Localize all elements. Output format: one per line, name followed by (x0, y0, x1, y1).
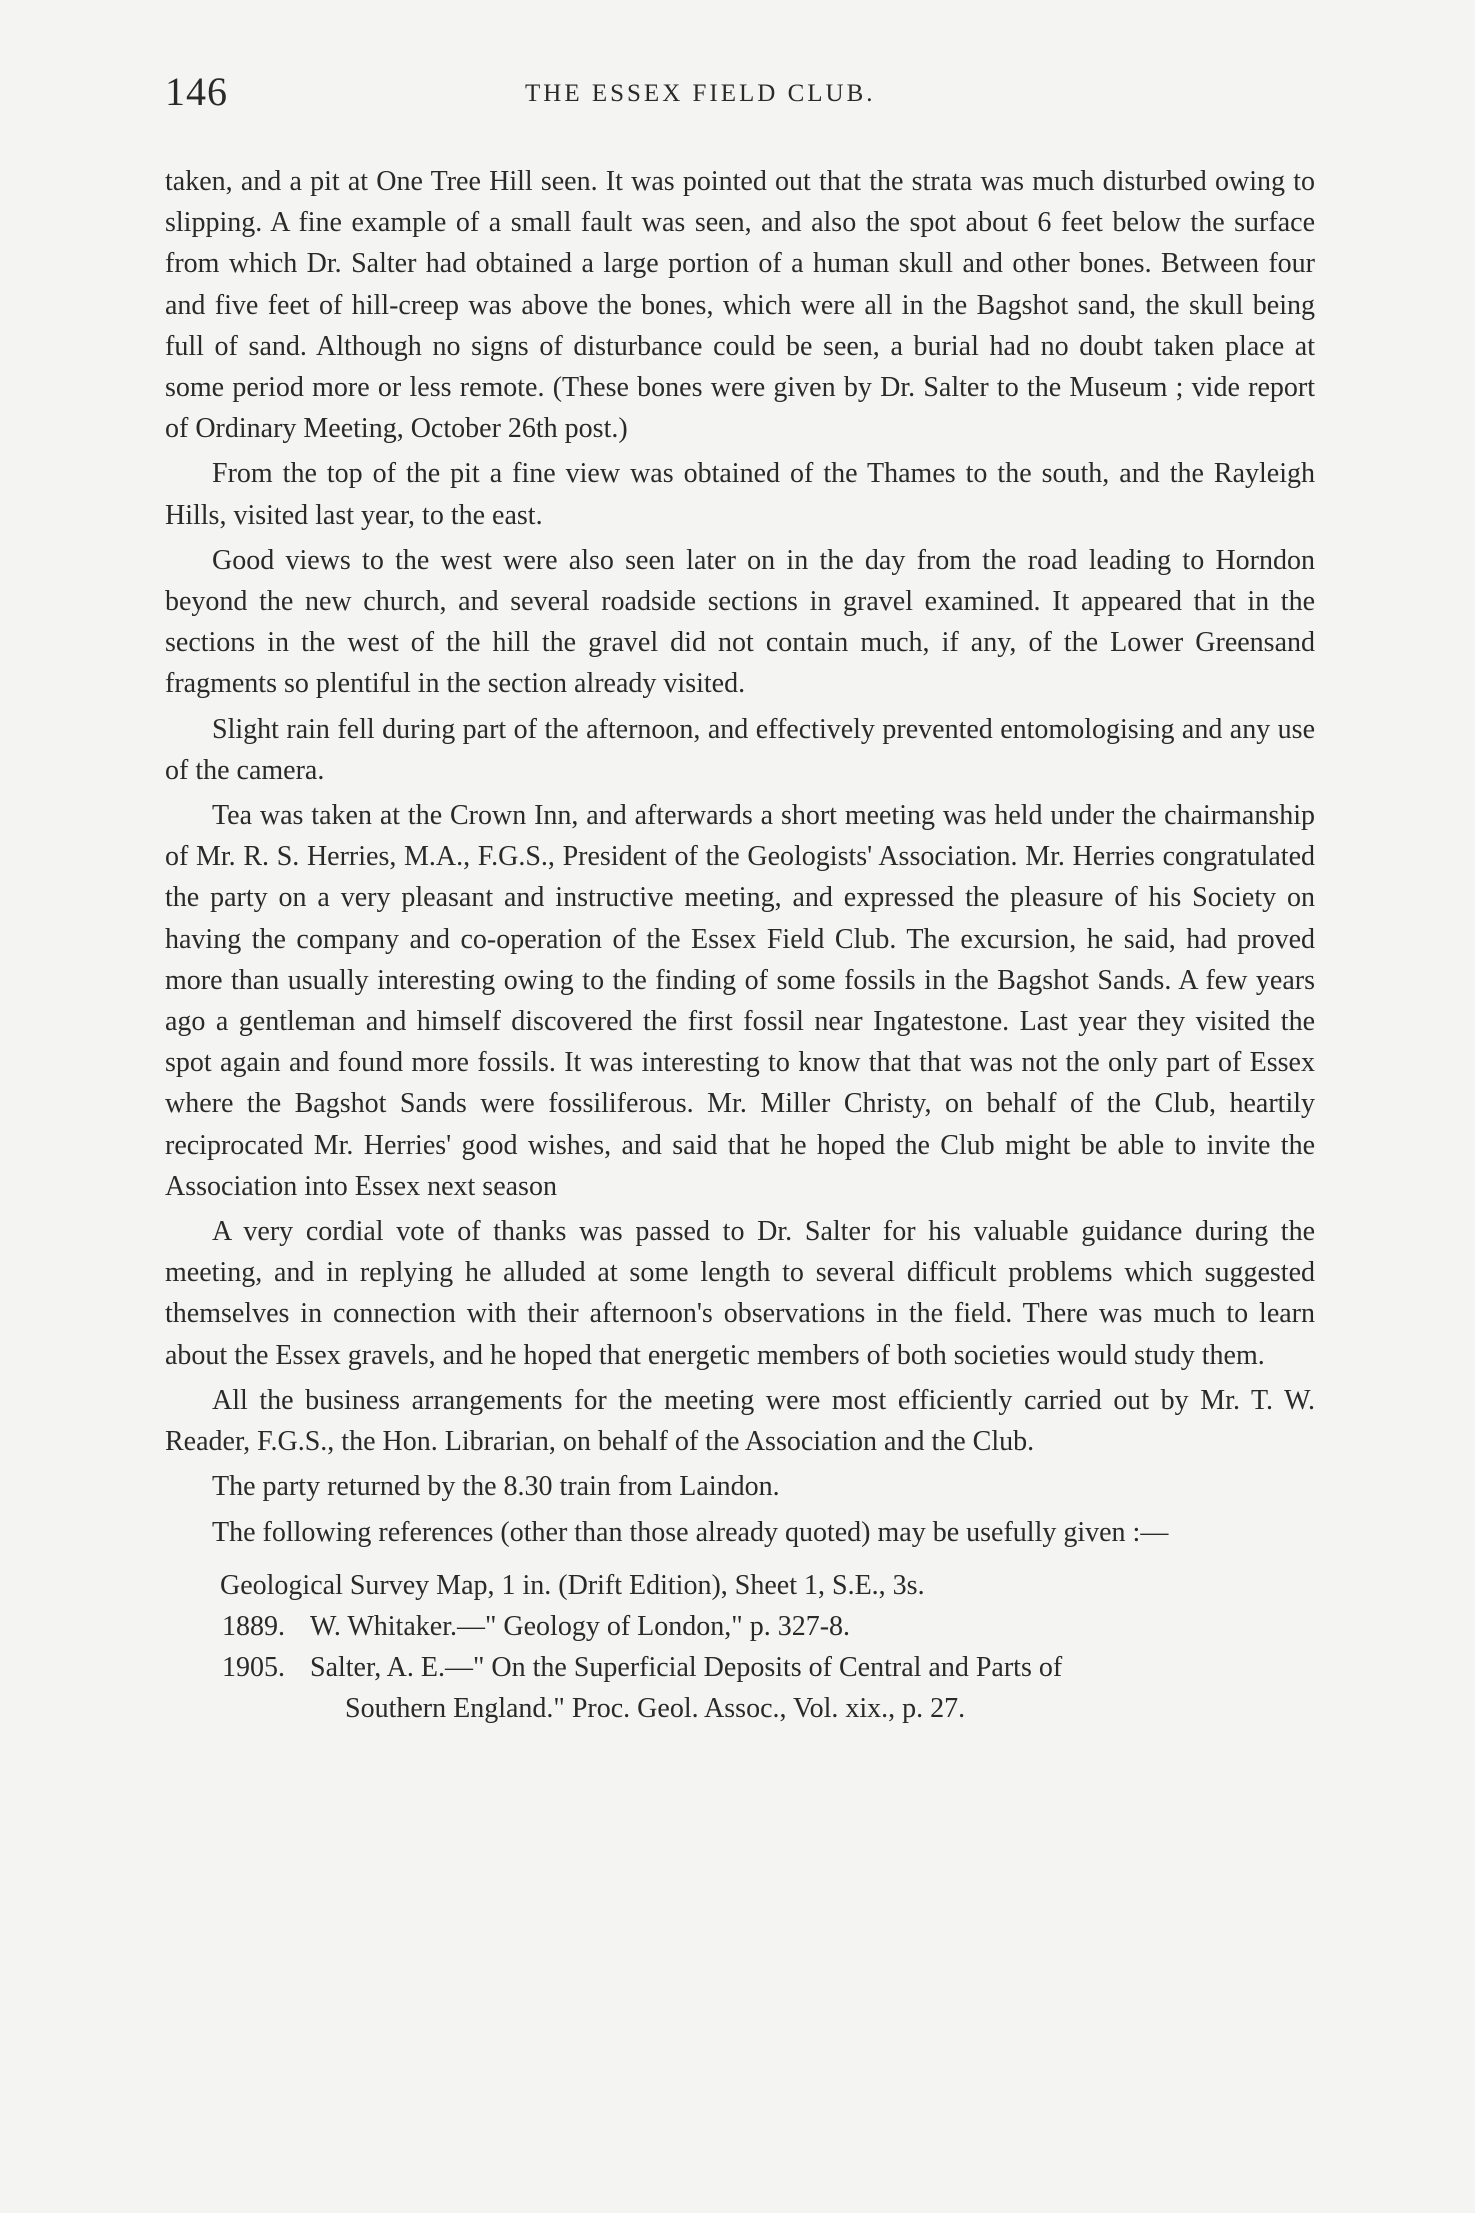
reference-year: 1889. (222, 1610, 285, 1642)
running-head: THE ESSEX FIELD CLUB. (525, 80, 876, 107)
paragraph: Slight rain fell during part of the afternoon, and effectively prevented entomologising and any use of the camera. (165, 713, 1315, 786)
reference-text: Salter, A. E.—" On the Superficial Deposits of Central and Parts of (310, 1651, 1063, 1683)
reference-text: Geological Survey Map, 1 in. (Drift Edition), Sheet 1, S.E., 3s. (220, 1569, 925, 1601)
reference-item (165, 1606, 1315, 1647)
paragraph: taken, and a pit at One Tree Hill seen. It was pointed out that the strata was much disturbed owing to slipping. A fine example of a small fault was seen, and also the spot about 6 feet below the surface from which Dr. Salter had obtained a large portion of a human skull and other bones. Between four and five feet of hill-creep was above the bones, which were all in the Bagshot sand, the skull being full of sand. Although no signs of disturbance could be seen, a burial had no doubt taken place at some period more or less remote. (These bones were given by Dr. Salter to the Museum ; vide report of Ordinary Meeting, October 26th post.) (165, 166, 1315, 445)
reference-text: W. Whitaker.—" Geology of London," p. 327-8. (310, 1610, 851, 1642)
paragraph: The party returned by the 8.30 train from Laindon. (212, 1471, 780, 1503)
page-header (165, 68, 1315, 128)
reference-item (165, 1647, 1315, 1729)
paragraph: A very cordial vote of thanks was passed to Dr. Salter for his valuable guidance during the meeting, and in replying he alluded at some length to several difficult problems which suggested themselves in connection with their afternoon's observations in the field. There was much to learn about the Essex gravels, and he hoped that energetic members of both societies would study them. (165, 1216, 1315, 1371)
reference-year: 1905. (222, 1651, 285, 1683)
paragraph: The following references (other than those already quoted) may be usefully given :— (212, 1516, 1169, 1548)
body-text (165, 161, 1315, 1729)
reference-list (165, 1565, 1315, 1729)
page-number: 146 (165, 69, 228, 114)
paragraph: All the business arrangements for the meeting were most efficiently carried out by Mr. T. W. Reader, F.G.S., the Hon. Librarian, on behalf of the Association and the Club. (165, 1384, 1315, 1458)
reference-text-continued: Southern England." Proc. Geol. Assoc., Vol. xix., p. 27. (345, 1692, 966, 1724)
paragraph: From the top of the pit a fine view was obtained of the Thames to the south, and the Rayleigh Hills, visited last year, to the east. (165, 458, 1315, 531)
reference-item (165, 1565, 1315, 1606)
paragraph: Good views to the west were also seen later on in the day from the road leading to Horndon beyond the new church, and several roadside sections in gravel examined. It appeared that in the sections in the west of the hill the gravel did not contain much, if any, of the Lower Greensand fragments so plentiful in the section already visited. (165, 544, 1315, 700)
paragraph: Tea was taken at the Crown Inn, and afterwards a short meeting was held under the chairmanship of Mr. R. S. Herries, M.A., F.G.S., President of the Geologists' Association. Mr. Herries congratulated the party on a very pleasant and instructive meeting, and expressed the pleasure of his Society on having the company and co-operation of the Essex Field Club. The excursion, he said, had proved more than usually interesting owing to the finding of some fossils in the Bagshot Sands. A few years ago a gentleman and himself discovered the first fossil near Ingatestone. Last year they visited the spot again and found more fossils. It was interesting to know that that was not the only part of Essex where the Bagshot Sands were fossiliferous. Mr. Miller Christy, on behalf of the Club, heartily reciprocated Mr. Herries' good wishes, and said that he hoped the Club might be able to invite the Association into Essex next season (165, 800, 1315, 1202)
